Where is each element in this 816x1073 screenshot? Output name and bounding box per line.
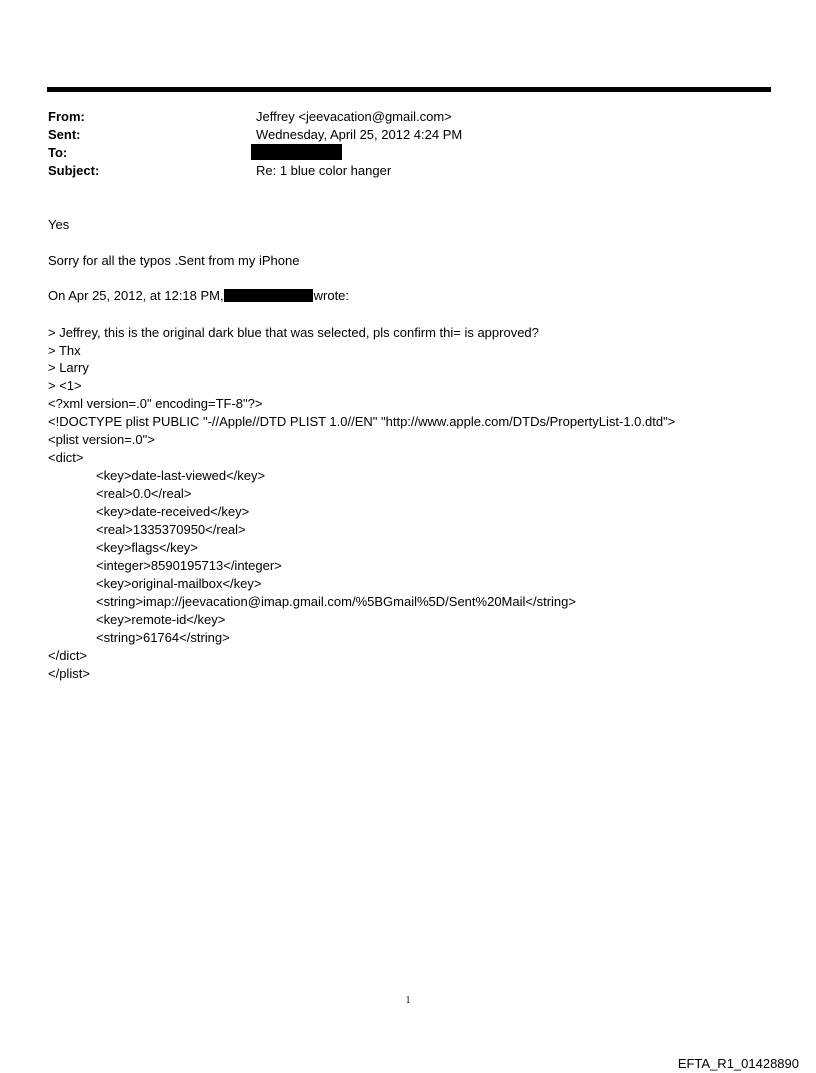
sender-redaction bbox=[224, 289, 313, 302]
dict-line: <key>original-mailbox</key> bbox=[96, 576, 262, 591]
from-label: From: bbox=[48, 109, 85, 124]
dict-line: <key>date-received</key> bbox=[96, 504, 250, 519]
quote-prefix: On Apr 25, 2012, at 12:18 PM, bbox=[48, 288, 224, 303]
quoted-line: <?xml version=.0" encoding=TF-8"?> bbox=[48, 396, 263, 411]
dict-line: <integer>8590195713</integer> bbox=[96, 558, 282, 573]
quoted-line: <dict> bbox=[48, 450, 84, 465]
header-rule bbox=[47, 87, 771, 92]
to-label: To: bbox=[48, 145, 68, 160]
document-id: EFTA_R1_01428890 bbox=[677, 1056, 799, 1071]
from-value: Jeffrey <jeevacation@gmail.com> bbox=[256, 109, 452, 124]
dict-line: <key>remote-id</key> bbox=[96, 612, 226, 627]
dict-line: <string>imap://jeevacation@imap.gmail.com/%5BGmail%5D/Sent%20Mail</string> bbox=[96, 594, 576, 609]
closing-line: </dict> bbox=[48, 648, 88, 663]
quoted-line: <plist version=.0"> bbox=[48, 432, 155, 447]
dict-line: <real>0.0</real> bbox=[96, 486, 192, 501]
page-number: 1 bbox=[405, 995, 411, 1006]
quoted-line: > Thx bbox=[48, 343, 81, 358]
dict-line: <key>flags</key> bbox=[96, 540, 198, 555]
dict-line: <string>61764</string> bbox=[96, 630, 230, 645]
quoted-line: <!DOCTYPE plist PUBLIC "-//Apple//DTD PLIST 1.0//EN" "http://www.apple.com/DTDs/PropertyList-1.0.dtd"> bbox=[48, 414, 676, 429]
to-redaction bbox=[251, 144, 342, 160]
quoted-line: > <1> bbox=[48, 378, 82, 393]
sent-value: Wednesday, April 25, 2012 4:24 PM bbox=[256, 127, 463, 142]
dict-line: <real>1335370950</real> bbox=[96, 522, 246, 537]
subject-label: Subject: bbox=[48, 163, 100, 178]
quoted-line: > Jeffrey, this is the original dark blue that was selected, pls confirm thi= is approved? bbox=[48, 325, 539, 340]
reply-text: Yes bbox=[48, 217, 70, 232]
quote-suffix: wrote: bbox=[313, 288, 350, 303]
quoted-line: > Larry bbox=[48, 360, 89, 375]
subject-value: Re: 1 blue color hanger bbox=[256, 163, 392, 178]
signature-text: Sorry for all the typos .Sent from my iPhone bbox=[48, 253, 300, 268]
closing-line: </plist> bbox=[48, 666, 90, 681]
quote-header bbox=[48, 287, 349, 304]
dict-line: <key>date-last-viewed</key> bbox=[96, 468, 266, 483]
sent-label: Sent: bbox=[48, 127, 81, 142]
